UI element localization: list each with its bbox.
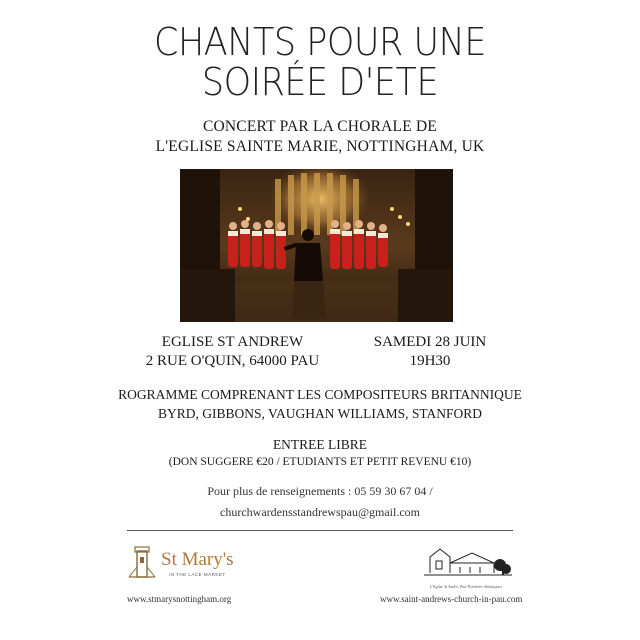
poster-subtitle-line2: L'EGLISE SAINTE MARIE, NOTTINGHAM, UK	[155, 138, 485, 155]
venue-name: EGLISE ST ANDREW	[161, 334, 304, 350]
entree-libre: ENTREE LIBRE	[272, 437, 368, 452]
st-marys-logo-text: St Mary's	[161, 549, 234, 570]
poster-title-line1: CHANTS POUR UNE	[154, 20, 486, 64]
poster-subtitle-line1: CONCERT PAR LA CHORALE DE	[202, 118, 438, 135]
st-marys-logo	[127, 545, 267, 585]
st-andrews-website: www.saint-andrews-church-in-pau.com	[380, 594, 523, 604]
event-date: SAMEDI 28 JUIN	[373, 334, 487, 350]
st-andrews-logo	[424, 543, 514, 583]
st-andrews-caption: L'Eglise St André, Pau-Pyrénées-Atlantiques	[430, 584, 502, 589]
st-marys-logo-sub: IN THE LACE MARKET	[169, 572, 226, 577]
st-marys-website: www.stmarysnottingham.org	[127, 594, 232, 604]
programme-line1: ROGRAMME COMPRENANT LES COMPOSITEURS BRITANNIQUE	[118, 387, 522, 402]
date-block	[365, 333, 495, 371]
donation-detail: (DON SUGGERE €20 / ETUDIANTS ET PETIT REVENU €10)	[168, 456, 472, 468]
choir-photo	[180, 169, 453, 322]
choir-photo-illustration	[180, 169, 453, 322]
footer-divider	[127, 530, 513, 531]
contact-email: churchwardensstandrewspau@gmail.com	[220, 505, 420, 519]
contact-phone: Pour plus de renseignements : 05 59 30 67 04 /	[207, 484, 433, 498]
venue-address: 2 RUE O'QUIN, 64000 PAU	[145, 353, 320, 369]
church-sketch-icon	[424, 543, 514, 583]
event-time: 19H30	[409, 353, 451, 369]
church-tower-icon	[127, 545, 157, 579]
venue-block	[130, 333, 335, 371]
poster-title-line2: SOIRÉE D'ETE	[201, 60, 439, 104]
programme-composers: BYRD, GIBBONS, VAUGHAN WILLIAMS, STANFORD	[157, 406, 483, 421]
